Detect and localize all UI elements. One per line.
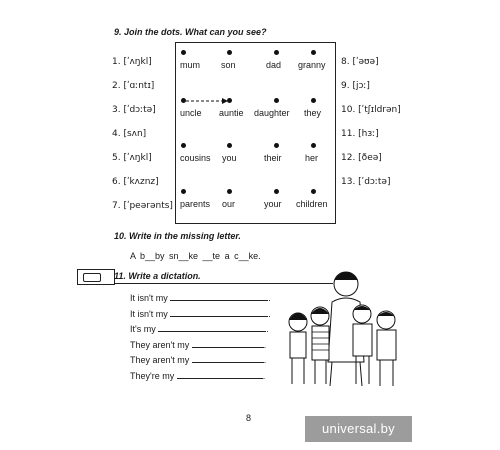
grid-word: auntie <box>219 108 244 118</box>
cassette-badge <box>77 269 115 285</box>
dictation-line: They're my . <box>130 371 266 381</box>
dot[interactable] <box>227 143 232 148</box>
left-item: 4. [sʌn] <box>112 129 147 139</box>
dot[interactable] <box>274 143 279 148</box>
left-item: 5. [ʹʌŋkl] <box>112 153 152 163</box>
dictation-line: It's my . <box>130 324 269 334</box>
dictation-prompt: It isn't my <box>130 293 168 303</box>
dot[interactable] <box>274 98 279 103</box>
dot[interactable] <box>311 50 316 55</box>
answer-blank[interactable] <box>170 292 268 301</box>
grid-word: her <box>305 153 319 163</box>
dot[interactable] <box>181 143 186 148</box>
left-item: 1. [ʹʌŋkl] <box>112 57 152 67</box>
left-item: 6. [ʹkʌznz] <box>112 177 159 187</box>
left-item: 7. [ʹpeərənts] <box>112 201 173 211</box>
dot[interactable] <box>311 143 316 148</box>
left-item: 2. [ʹɑːntɪ] <box>112 81 155 91</box>
family-illustration <box>280 262 410 392</box>
right-item: 11. [hɜː] <box>341 129 379 139</box>
dictation-prompt: It's my <box>130 324 156 334</box>
answer-blank[interactable] <box>170 308 268 317</box>
dots-grid <box>175 42 336 224</box>
right-item: 8. [ʹəʊə] <box>341 57 379 67</box>
answer-blank[interactable] <box>177 370 263 379</box>
grid-word: granny <box>298 60 326 70</box>
dictation-prompt: They aren't my <box>130 340 190 350</box>
dot[interactable] <box>181 189 186 194</box>
right-item: 13. [ʹdɔːtə] <box>341 177 391 187</box>
dot[interactable] <box>227 50 232 55</box>
grid-word: our <box>222 199 236 209</box>
right-item: 10. [ʹtʃɪldrən] <box>341 105 401 115</box>
dictation-prompt: They're my <box>130 371 175 381</box>
missing-letters-line[interactable]: A b__by sn__ke __te a c__ke. <box>130 251 261 261</box>
grid-word: daughter <box>254 108 290 118</box>
grid-word: your <box>264 199 282 209</box>
exercise-11-title: 11. Write a dictation. <box>114 271 201 281</box>
dictation-line: They aren't my . <box>130 355 267 365</box>
dot[interactable] <box>181 50 186 55</box>
grid-word: mum <box>180 60 200 70</box>
cassette-icon <box>83 273 101 282</box>
dot[interactable] <box>274 189 279 194</box>
dictation-prompt: It isn't my <box>130 309 168 319</box>
grid-word: son <box>221 60 236 70</box>
watermark: universal.by <box>305 416 412 442</box>
grid-word: you <box>222 153 237 163</box>
dot[interactable] <box>274 50 279 55</box>
answer-blank[interactable] <box>192 339 264 348</box>
grid-word: parents <box>180 199 211 209</box>
left-item: 3. [ʹdɔːtə] <box>112 105 156 115</box>
grid-word: uncle <box>180 108 202 118</box>
grid-word: their <box>264 153 282 163</box>
grid-word: dad <box>266 60 282 70</box>
dot[interactable] <box>227 189 232 194</box>
dictation-line: It isn't my . <box>130 293 271 303</box>
page-number: 8 <box>246 413 252 423</box>
example-arrow <box>186 97 230 105</box>
dictation-line: It isn't my . <box>130 309 271 319</box>
grid-word: children <box>296 199 328 209</box>
answer-blank[interactable] <box>192 354 264 363</box>
dictation-line: They aren't my . <box>130 340 267 350</box>
dictation-prompt: They aren't my <box>130 355 190 365</box>
answer-blank[interactable] <box>158 323 266 332</box>
right-item: 12. [ðeə] <box>341 153 382 163</box>
dot[interactable] <box>311 189 316 194</box>
right-item: 9. [jɔː] <box>341 81 370 91</box>
exercise-10-title: 10. Write in the missing letter. <box>114 231 241 241</box>
grid-word: they <box>304 108 322 118</box>
exercise-9-title: 9. Join the dots. What can you see? <box>114 27 267 37</box>
grid-word: cousins <box>180 153 211 163</box>
dot[interactable] <box>311 98 316 103</box>
